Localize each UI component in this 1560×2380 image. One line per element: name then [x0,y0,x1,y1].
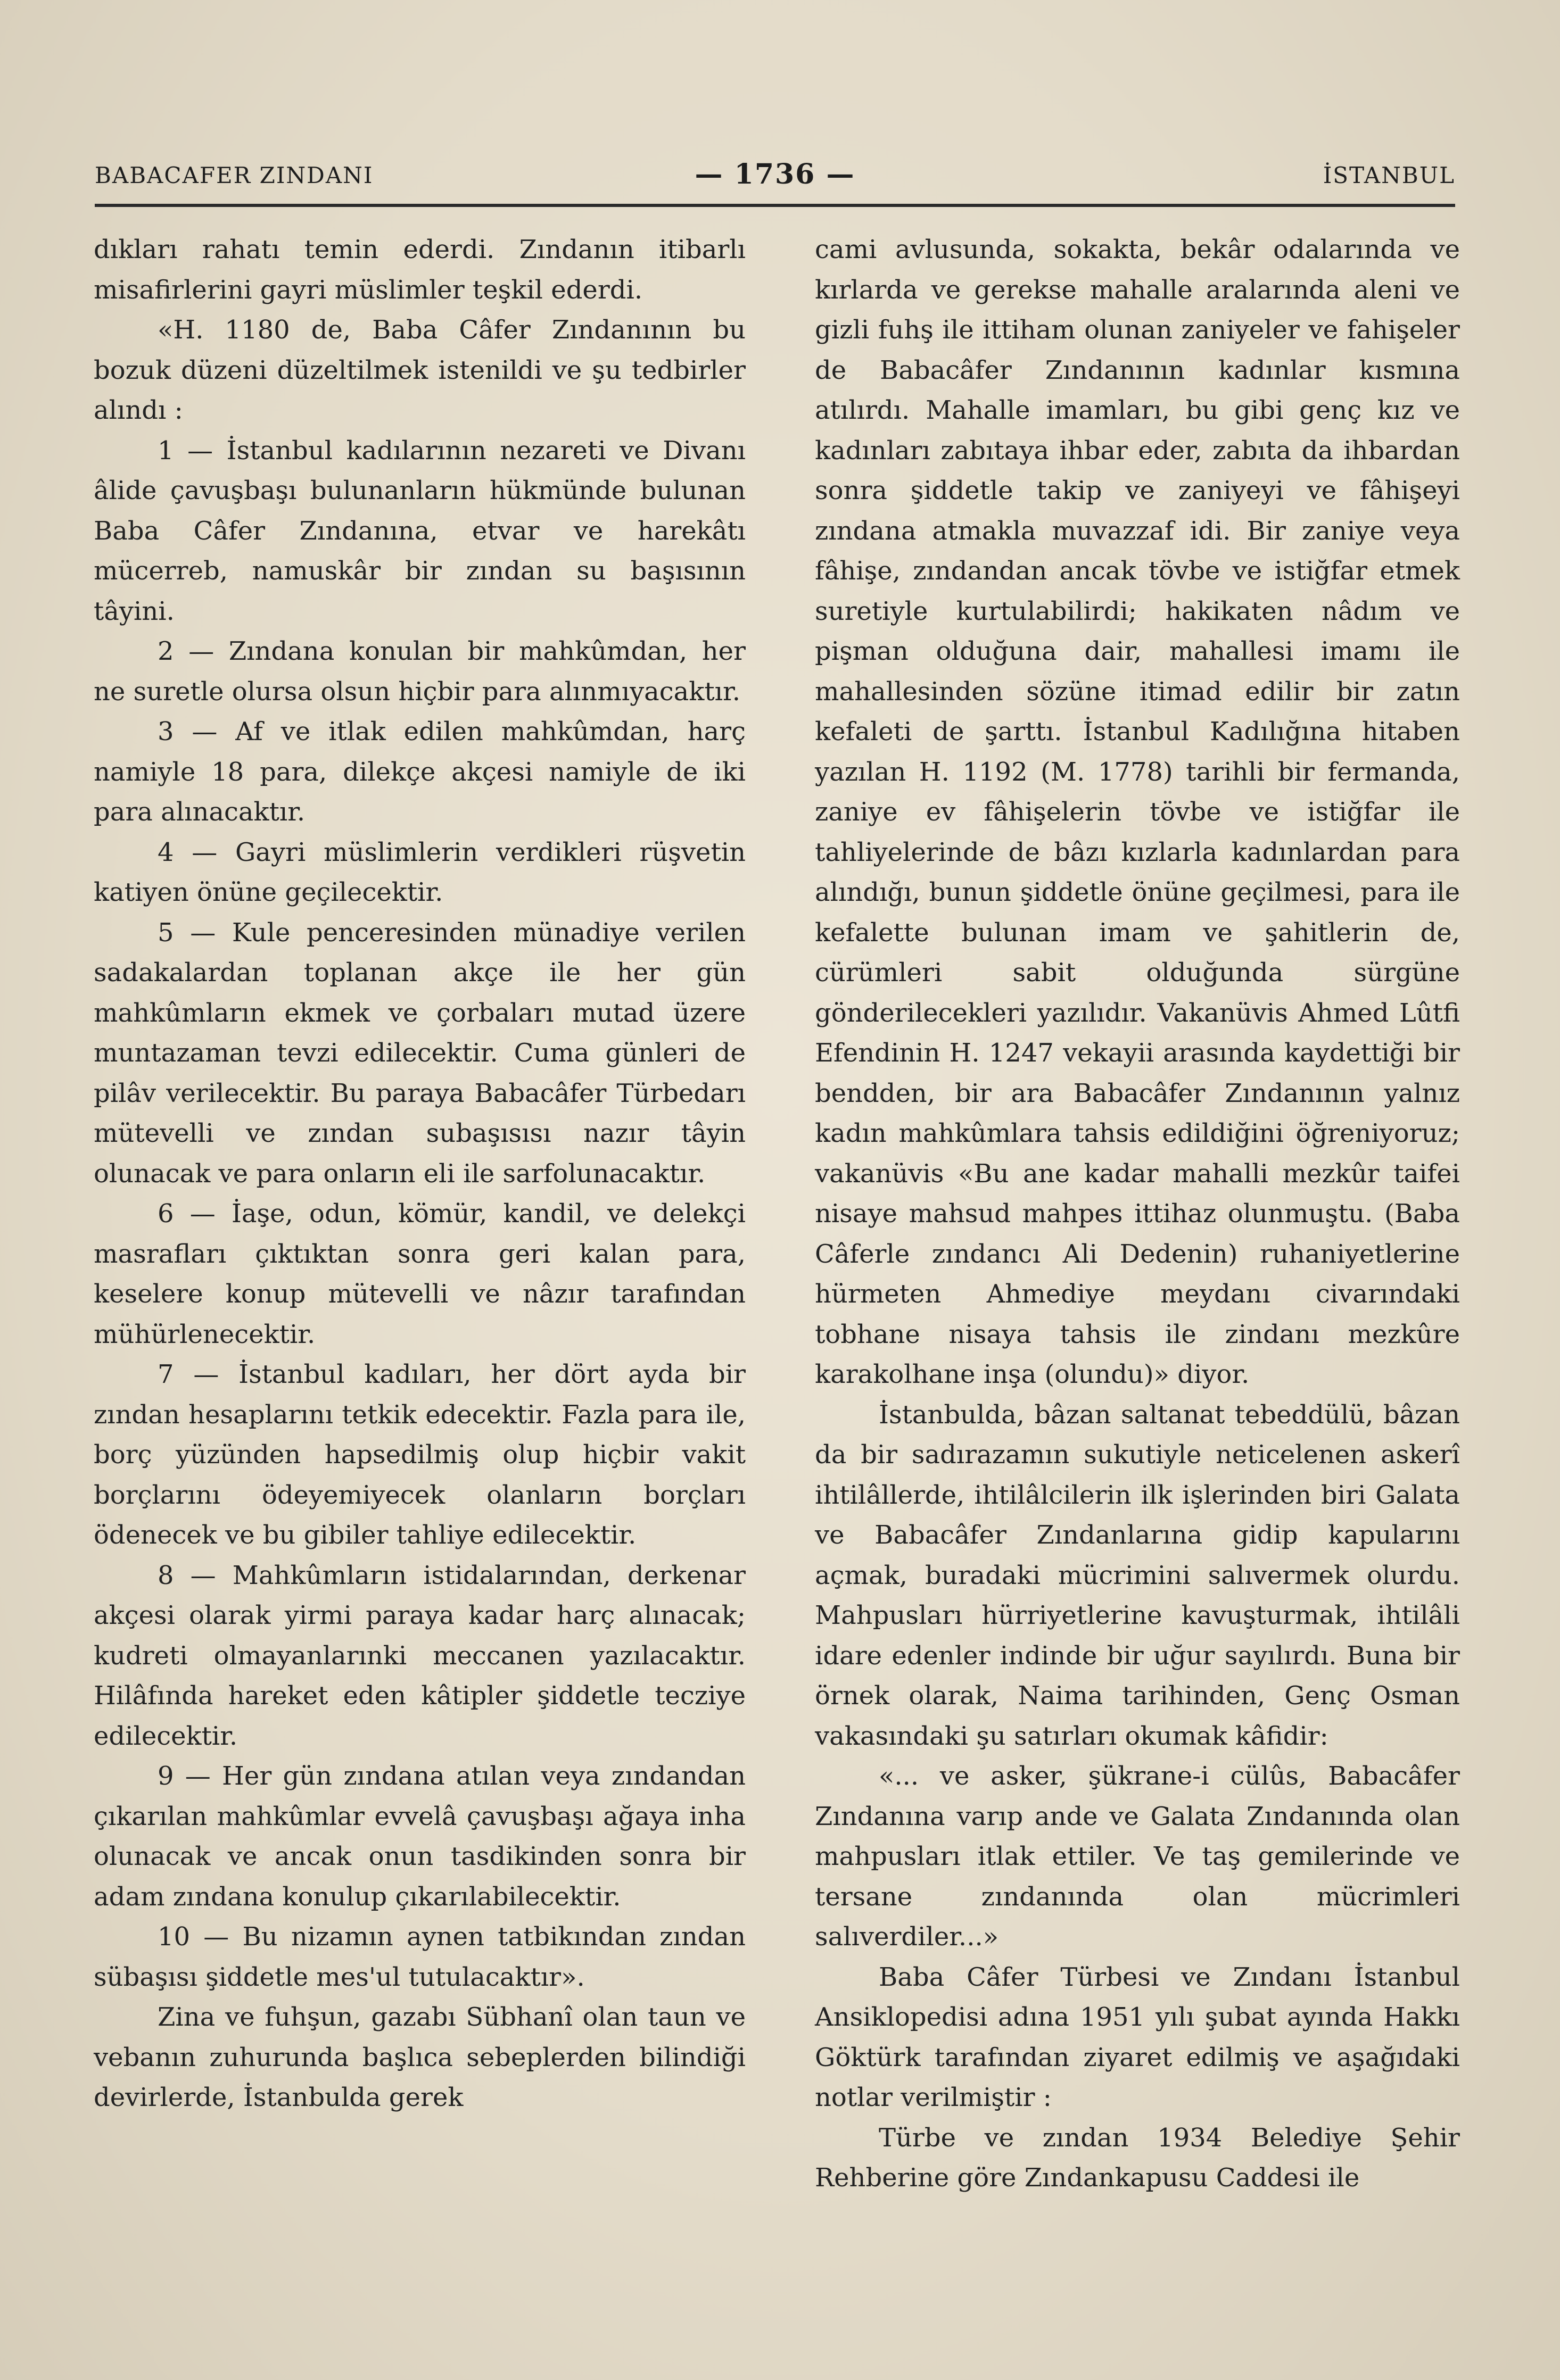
paragraph: cami avlusunda, sokakta, bekâr odalarında ve kırlarda ve gerekse mahalle aralarında aleni ve gizli fuhş ile ittiham olunan zaniyeler ve fahişeler de Babacâfer Zındanının kadınlar kısmına atılırdı. Mahalle imamları, bu gibi genç kız ve kadınları zabıtaya ihbar eder, zabıta da ihbardan sonra şiddetle takip ve zaniyeyi ve fâhişeyi zındana atmakla muvazzaf idi. Bir zaniye veya fâhişe, zındandan ancak tövbe ve istiğfar etmek suretiyle kurtulabilirdi; hakikaten nâdım ve pişman olduğuna dair, mahallesi imamı ile mahallesinden sözüne itimad edilir bir zatın kefaleti de şarttı. İstanbul Kadılığına hitaben yazılan H. 1192 (M. 1778) tarihli bir fermanda, zaniye ev fâhişelerin tövbe ve istiğfar ile tahliyelerinde de bâzı kızlarla kadınlardan para alındığı, bunun şiddetle önüne geçilmesi, para ile kefalette bulunan imam ve şahitlerin de, cürümleri sabit olduğunda sürgüne gönderilecekleri yazılıdır. Vakanüvis Ahmed Lûtfi Efendinin H. 1247 vekayii arasında kaydettiği bir bendden, bir ara Babacâfer Zındanının yalnız kadın mahkûmlara tahsis edildiğini öğreniyoruz; vakanüvis «Bu ane kadar mahalli mezkûr taifei nisaye mahsud mahpes ittihaz olunmuştu. (Baba Câferle zındancı Ali Dedenin) ruhaniyetlerine hürmeten Ahmediye meydanı civarındaki tobhane nisaya tahsis ile zindanı mezkûre karakolhane inşa (olundu)» diyor. [815,235,1460,1389]
running-header [95,158,1455,194]
list-item: 7 — İstanbul kadıları, her dört ayda bir zından hesaplarını tetkik edecektir. Fazla para ile, borç yüzünden hapsedilmiş olup hiçbir vakit borçlarını ödeyemiyecek olanların borçları ödenecek ve bu gibiler tahliye edilecektir. [94,1359,746,1550]
list-item: 9 — Her gün zındana atılan veya zındandan çıkarılan mahkûmlar evvelâ çavuşbaşı ağaya inha olunacak ve ancak onun tasdikinden sonra bir adam zındana konulup çıkarılabilecektir. [94,1761,746,1912]
paragraph: İstanbulda, bâzan saltanat tebeddülü, bâzan da bir sadırazamın sukutiyle neticelenen askerî ihtilâllerde, ihtilâlcilerin ilk işlerinden biri Galata ve Babacâfer Zındanlarına gidip kapularını açmak, buradaki mücrimini salıvermek olurdu. Mahpusları hürriyetlerine kavuşturmak, ihtilâli idare edenler indinde bir uğur sayılırdı. Buna bir örnek olarak, Naima tarihinden, Genç Osman vakasındaki şu satırları okumak kâfidir: [815,1399,1460,1751]
page-number: — 1736 — [695,158,855,190]
list-item: 1 — İstanbul kadılarının nezareti ve Divanı âlide çavuşbaşı bulunanların hükmünde bulunan Baba Câfer Zındanına, etvar ve harekâtı mücerreb, namuskâr bir zından su başısının tâyini. [94,435,746,626]
left-column [94,230,746,2118]
list-item: 3 — Af ve itlak edilen mahkûmdan, harç namiyle 18 para, dilekçe akçesi namiyle de iki para alınacaktır. [94,717,746,827]
paragraph: Zina ve fuhşun, gazabı Sübhanî olan taun ve vebanın zuhurunda başlıca sebeplerden bilindiği devirlerde, İstanbulda gerek [94,2002,746,2112]
paragraph: dıkları rahatı temin ederdi. Zındanın itibarlı misafirlerini gayri müslimler teşkil ederdi. [94,235,746,305]
list-item: 5 — Kule penceresinden münadiye verilen sadakalardan toplanan akçe ile her gün mahkûmların ekmek ve çorbaları mutad üzere muntazaman tevzi edilecektir. Cuma günleri de pilâv verilecektir. Bu paraya Babacâfer Türbedarı mütevelli ve zından subaşısısı nazır tâyin olunacak ve para onların eli ile sarfolunacaktır. [94,917,746,1189]
quote-paragraph: «... ve asker, şükrane-i cülûs, Babacâfer Zındanına varıp ande ve Galata Zındanında olan mahpusları itlak ettiler. Ve taş gemilerinde ve tersane zındanında olan mücrimleri salıverdiler...» [815,1761,1460,1952]
list-item: 2 — Zındana konulan bir mahkûmdan, her ne suretle olursa olsun hiçbir para alınmıyacaktır. [94,636,746,707]
paragraph: Türbe ve zından 1934 Belediye Şehir Rehberine göre Zındankapusu Caddesi ile [815,2122,1460,2193]
right-column [815,230,1460,2199]
list-item: 4 — Gayri müslimlerin verdikleri rüşvetin katiyen önüne geçilecektir. [94,837,746,907]
paragraph: «H. 1180 de, Baba Câfer Zındanının bu bozuk düzeni düzeltilmek istenildi ve şu tedbirler alındı : [94,315,746,425]
list-item: 6 — İaşe, odun, kömür, kandil, ve delekçi masrafları çıktıktan sonra geri kalan para, keselere konup mütevelli ve nâzır tarafından mühürlenecektir. [94,1199,746,1349]
paragraph: Baba Câfer Türbesi ve Zındanı İstanbul Ansiklopedisi adına 1951 yılı şubat ayında Hakkı Göktürk tarafından ziyaret edilmiş ve aşağıdaki notlar verilmiştir : [815,1962,1460,2112]
header-rule [95,204,1455,207]
list-item: 10 — Bu nizamın aynen tatbikından zından sübaşısı şiddetle mes'ul tutulacaktır». [94,1922,746,1992]
header-section: İSTANBUL [1323,162,1455,188]
list-item: 8 — Mahkûmların istidalarından, derkenar akçesi olarak yirmi paraya kadar harç alınacak; kudreti olmayanlarınki meccanen yazılacaktır. Hilâfında hareket eden kâtipler şiddetle tecziye edilecektir. [94,1560,746,1751]
header-title: BABACAFER ZINDANI [95,162,374,188]
